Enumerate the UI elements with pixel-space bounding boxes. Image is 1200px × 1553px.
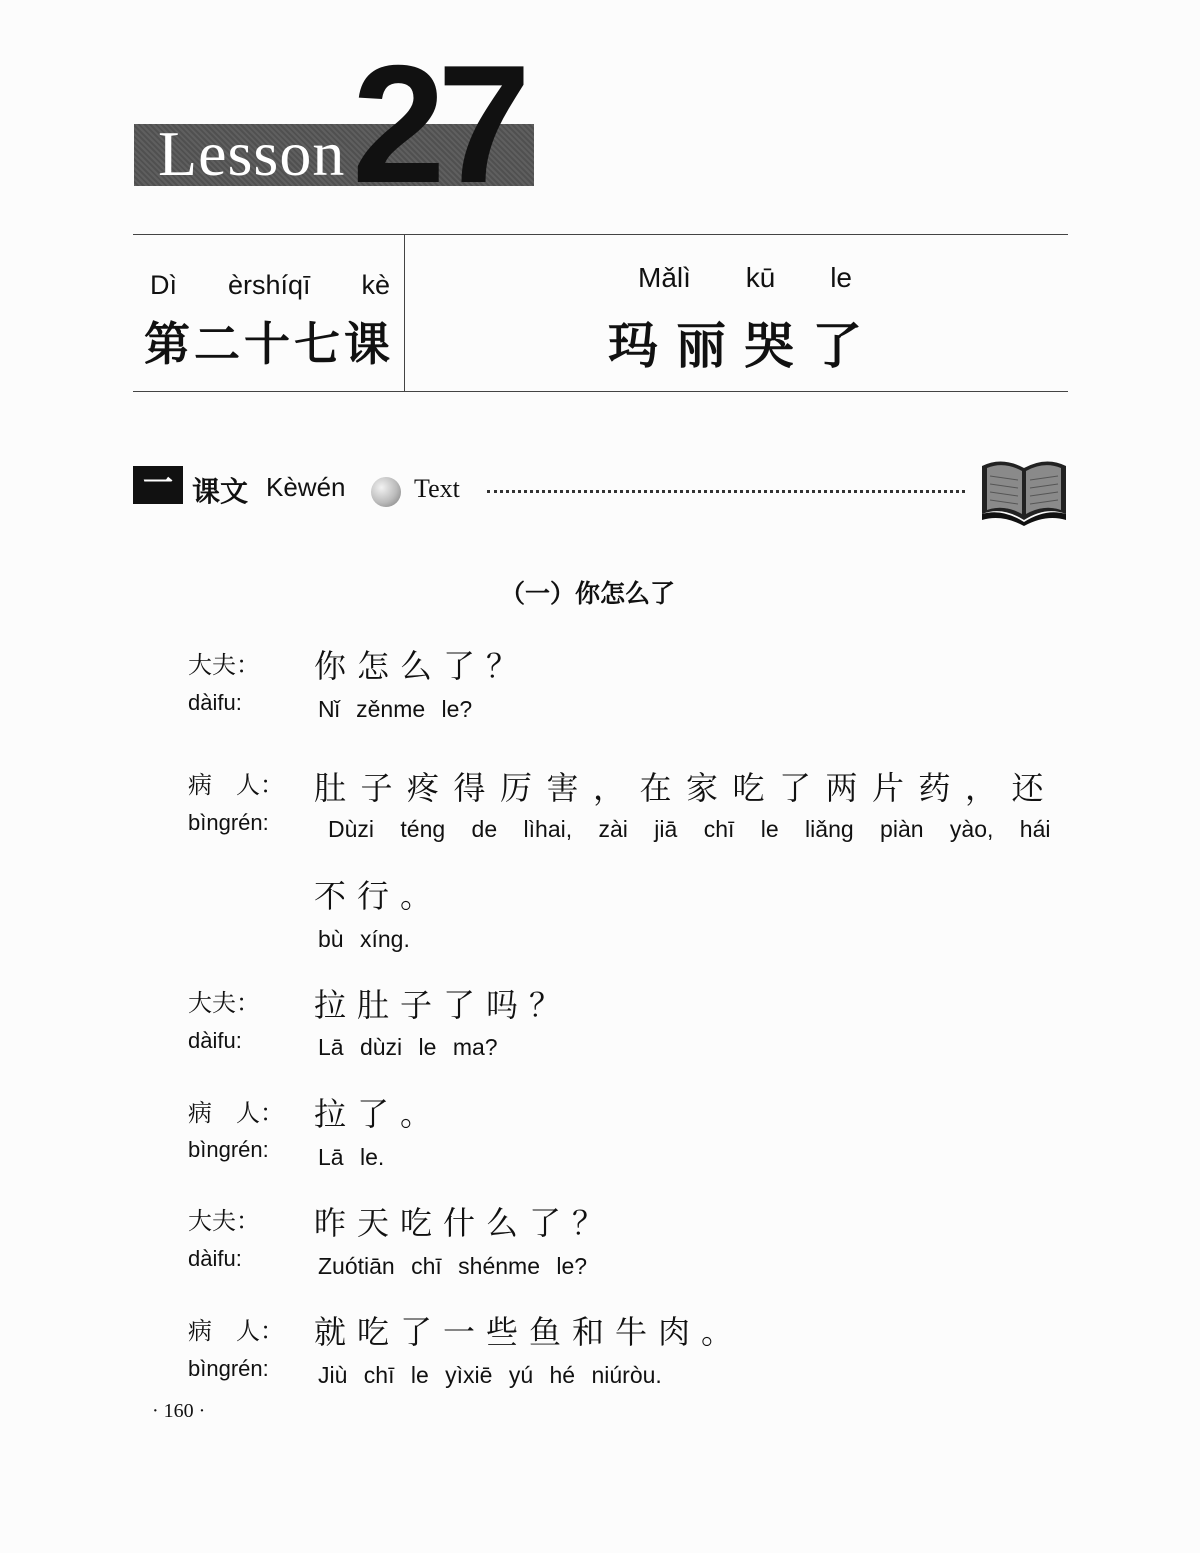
dialogue-line-pinyin: Nǐ zěnme le?	[318, 696, 473, 722]
speaker-patient-pinyin: bìngrén:	[188, 1137, 269, 1162]
speaker-doctor-pinyin: dàifu:	[188, 690, 242, 715]
lesson-number-pinyin	[150, 270, 390, 301]
dialogue-line-cn: 拉肚子了吗？	[314, 986, 573, 1024]
dialogue-title: （一）你怎么了	[500, 579, 676, 608]
speaker-doctor-pinyin: dàifu:	[188, 1028, 242, 1053]
pinyin-syllable: le	[830, 262, 852, 293]
dialogue-line-pinyin-continued: bù xíng.	[318, 926, 410, 952]
page-number: · 160 ·	[152, 1400, 206, 1422]
dialogue-line-cn: 就吃了一些鱼和牛肉。	[314, 1313, 745, 1351]
speaker-patient-pinyin: bìngrén:	[188, 810, 269, 835]
section-number-badge: 一	[133, 466, 183, 504]
title-divider	[404, 234, 405, 392]
dialogue-line-cn: 你怎么了？	[314, 647, 530, 685]
dialogue-line-cn: 肚子疼得厉害，在家吃了两片药，还	[314, 769, 1059, 807]
speaker-patient-cn: 病 人：	[188, 771, 284, 799]
lesson-title-hanzi: 玛丽哭了	[608, 316, 880, 375]
lesson-number: 27	[352, 30, 523, 218]
open-book-icon	[980, 452, 1068, 526]
dialogue-line-pinyin: Dùzi téng de lìhai, zài jiā chī le liǎng piàn yào, hái	[328, 816, 1051, 842]
speaker-doctor-cn: 大夫：	[188, 1207, 260, 1235]
pinyin-syllable: Dì	[150, 270, 177, 300]
section-title-pinyin: Kèwén	[266, 472, 346, 502]
speaker-patient-cn: 病 人：	[188, 1317, 284, 1345]
lesson-word: Lesson	[158, 118, 346, 189]
pinyin-syllable: Mǎlì	[638, 262, 691, 293]
lesson-number-hanzi: 第二十七课	[144, 317, 394, 371]
speaker-patient-pinyin: bìngrén:	[188, 1356, 269, 1381]
bullet-circle-icon	[371, 477, 401, 507]
section-title-cn: 课文	[192, 475, 249, 508]
dialogue-line-pinyin: Lā dùzi le ma?	[318, 1034, 498, 1060]
speaker-doctor-cn: 大夫：	[188, 651, 260, 679]
title-bottom-rule	[133, 391, 1068, 392]
title-top-rule	[133, 234, 1068, 235]
lesson-title-pinyin	[638, 262, 852, 294]
dialogue-line-cn: 拉了。	[314, 1095, 444, 1133]
dialogue-line-pinyin: Zuótiān chī shénme le?	[318, 1253, 588, 1279]
pinyin-syllable: kè	[361, 270, 390, 300]
dialogue-line-pinyin: Jiù chī le yìxiē yú hé niúròu.	[318, 1362, 662, 1388]
speaker-patient-cn: 病 人：	[188, 1099, 284, 1127]
pinyin-syllable: èrshíqī	[227, 270, 311, 300]
speaker-doctor-pinyin: dàifu:	[188, 1246, 242, 1271]
dialogue-line-cn: 昨天吃什么了？	[314, 1204, 616, 1242]
dialogue-line-pinyin: Lā le.	[318, 1144, 385, 1170]
dotted-leader	[487, 490, 965, 493]
speaker-doctor-cn: 大夫：	[188, 989, 260, 1017]
section-title-en: Text	[414, 474, 460, 503]
dialogue-line-cn-continued: 不行。	[314, 877, 444, 915]
pinyin-syllable: kū	[745, 262, 776, 293]
